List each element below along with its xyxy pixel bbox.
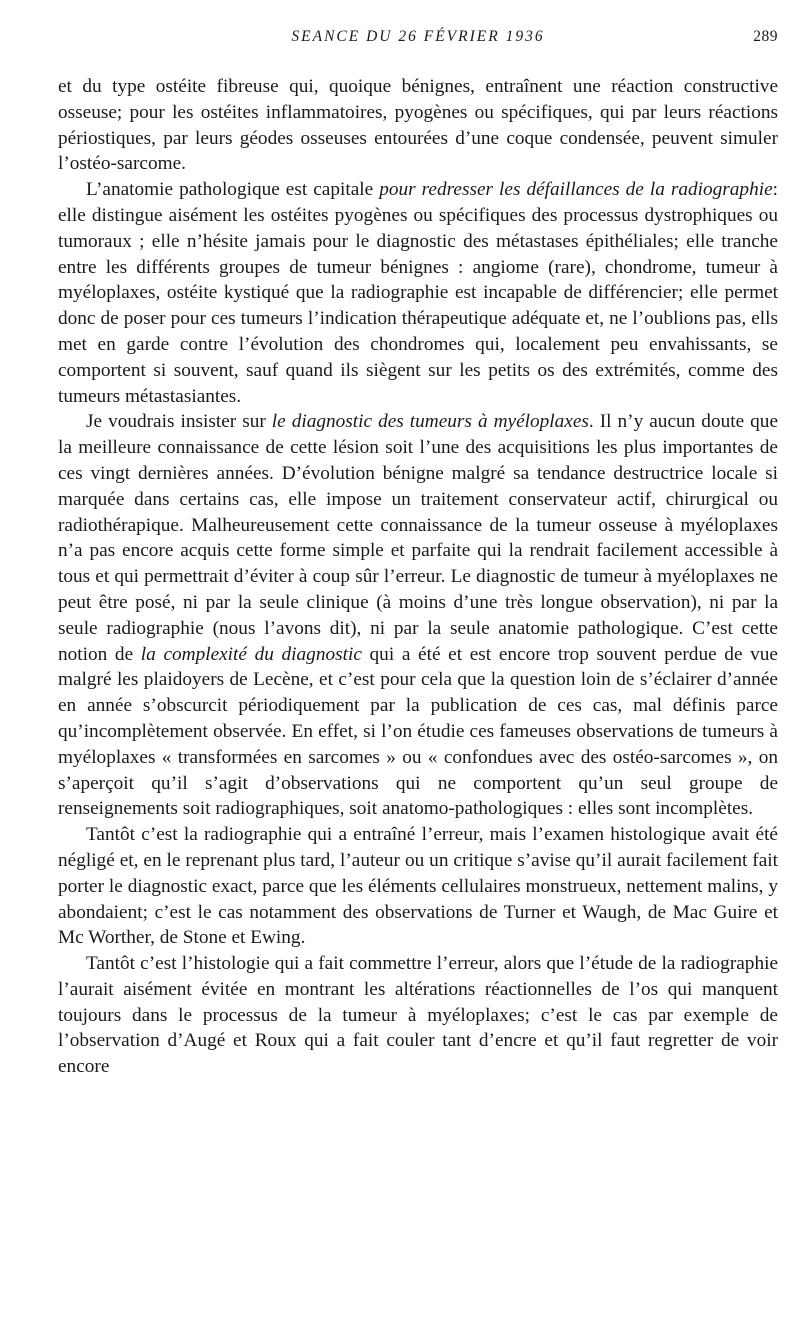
running-header	[58, 28, 778, 56]
italic-text: pour redresser les défaillances de la radiographie	[379, 179, 773, 201]
text-run: L’anatomie pathologique est capitale	[86, 179, 380, 201]
text-run: Je voudrais insister sur	[86, 411, 272, 433]
text-run: Tantôt c’est l’histologie qui a fait commettre l’erreur, alors que l’étude de la radiographie l’aurait aisément évitée en montrant les altérations réactionnelles de l’os qui manquent toujours dans le processus de la tumeur à myéloplaxes; c’est le cas par exemple de l’observation d’Augé et Roux qui a fait couler tant d’encre et qu’il faut regretter de voir encore	[58, 953, 778, 1078]
page-number: 289	[753, 28, 778, 45]
text-run: : elle distingue aisément les ostéites pyogènes ou spécifiques des processus dystrophiques ou tumoraux ; elle n’hésite jamais pour le diagnostic des métastases épithéliales; elle tranche entre les différents groupes de tumeur bénignes : angiome (rare), chondrome, tumeur à myéloplaxes, ostéite kystiqué que la radiographie est incapable de différencier; elle permet donc de poser pour ces tumeurs l’indication thérapeutique adéquate et, ne l’oublions pas, ells met en garde contre l’évolution des chondromes qui, localement peu envahissants, se comportent si souvent, sauf quand ils siègent sur les petits os des extrémités, comme des tumeurs métastasiantes.	[58, 179, 778, 407]
paragraph	[58, 822, 778, 951]
text-run: qui a été et est encore trop souvent perdue de vue malgré les plaidoyers de Lecène, et c’est pour cela que la question loin de s’éclairer d’année en année s’obscurcit périodiquement par la publication de ces cas, mal définis parce qu’incomplètement observée. En effet, si l’on étudie ces fameuses observations de tumeurs à myéloplaxes « transformées en sarcomes » ou « confondues avec des ostéo-sarcomes », on s’aperçoit qu’il s’agit d’observations qui ne comportent qu’un seul groupe de renseignements soit radiographiques, soit anatomo-pathologiques : elles sont incomplètes.	[58, 643, 778, 820]
paragraph	[58, 177, 778, 409]
paragraph	[58, 951, 778, 1080]
document-page	[58, 28, 778, 1080]
italic-text: la complexité du diagnostic	[140, 643, 362, 665]
paragraph	[58, 74, 778, 177]
text-run: . Il n’y aucun doute que la meilleure connaissance de cette lésion soit l’une des acquisitions les plus importantes de ces vingt dernières années. D’évolution bénigne malgré sa tendance destructrice locale si marquée dans certains cas, elle impose un traitement conservateur actif, chirurgical ou radiothérapique. Malheureusement cette connaissance de la tumeur osseuse à myéloplaxes n’a pas encore acquis cette forme simple et parfaite qui la rendrait facilement accessible à tous et qui permettrait d’éviter à coup sûr l’erreur. Le diagnostic de tumeur à myéloplaxes ne peut être posé, ni par la seule clinique (à moins d’une très longue observation), ni par la seule radiographie (nous l’avons dit), ni par la seule anatomie pathologique. C’est cette notion de	[58, 411, 778, 665]
text-run: Tantôt c’est la radiographie qui a entraîné l’erreur, mais l’examen histologique avait été négligé et, en le reprenant plus tard, l’auteur ou un critique s’avise qu’il aurait facilement fait porter le diagnostic exact, parce que les éléments cellulaires monstrueux, nettement malins, y abondaient; c’est le cas notamment des observations de Turner et Waugh, de Mac Guire et Mc Worther, de Stone et Ewing.	[58, 824, 778, 949]
body-text	[58, 74, 778, 1080]
running-title: SEANCE DU 26 FÉVRIER 1936	[291, 28, 545, 45]
text-run: et du type ostéite fibreuse qui, quoique bénignes, entraînent une réaction constructive osseuse; pour les ostéites inflammatoires, pyogènes ou spécifiques, qui par leurs réactions périostiques, par leurs géodes osseuses entourées d’une coque condensée, peuvent simuler l’ostéo-sarcome.	[58, 76, 778, 175]
italic-text: le diagnostic des tumeurs à myéloplaxes	[271, 411, 589, 433]
paragraph	[58, 409, 778, 822]
